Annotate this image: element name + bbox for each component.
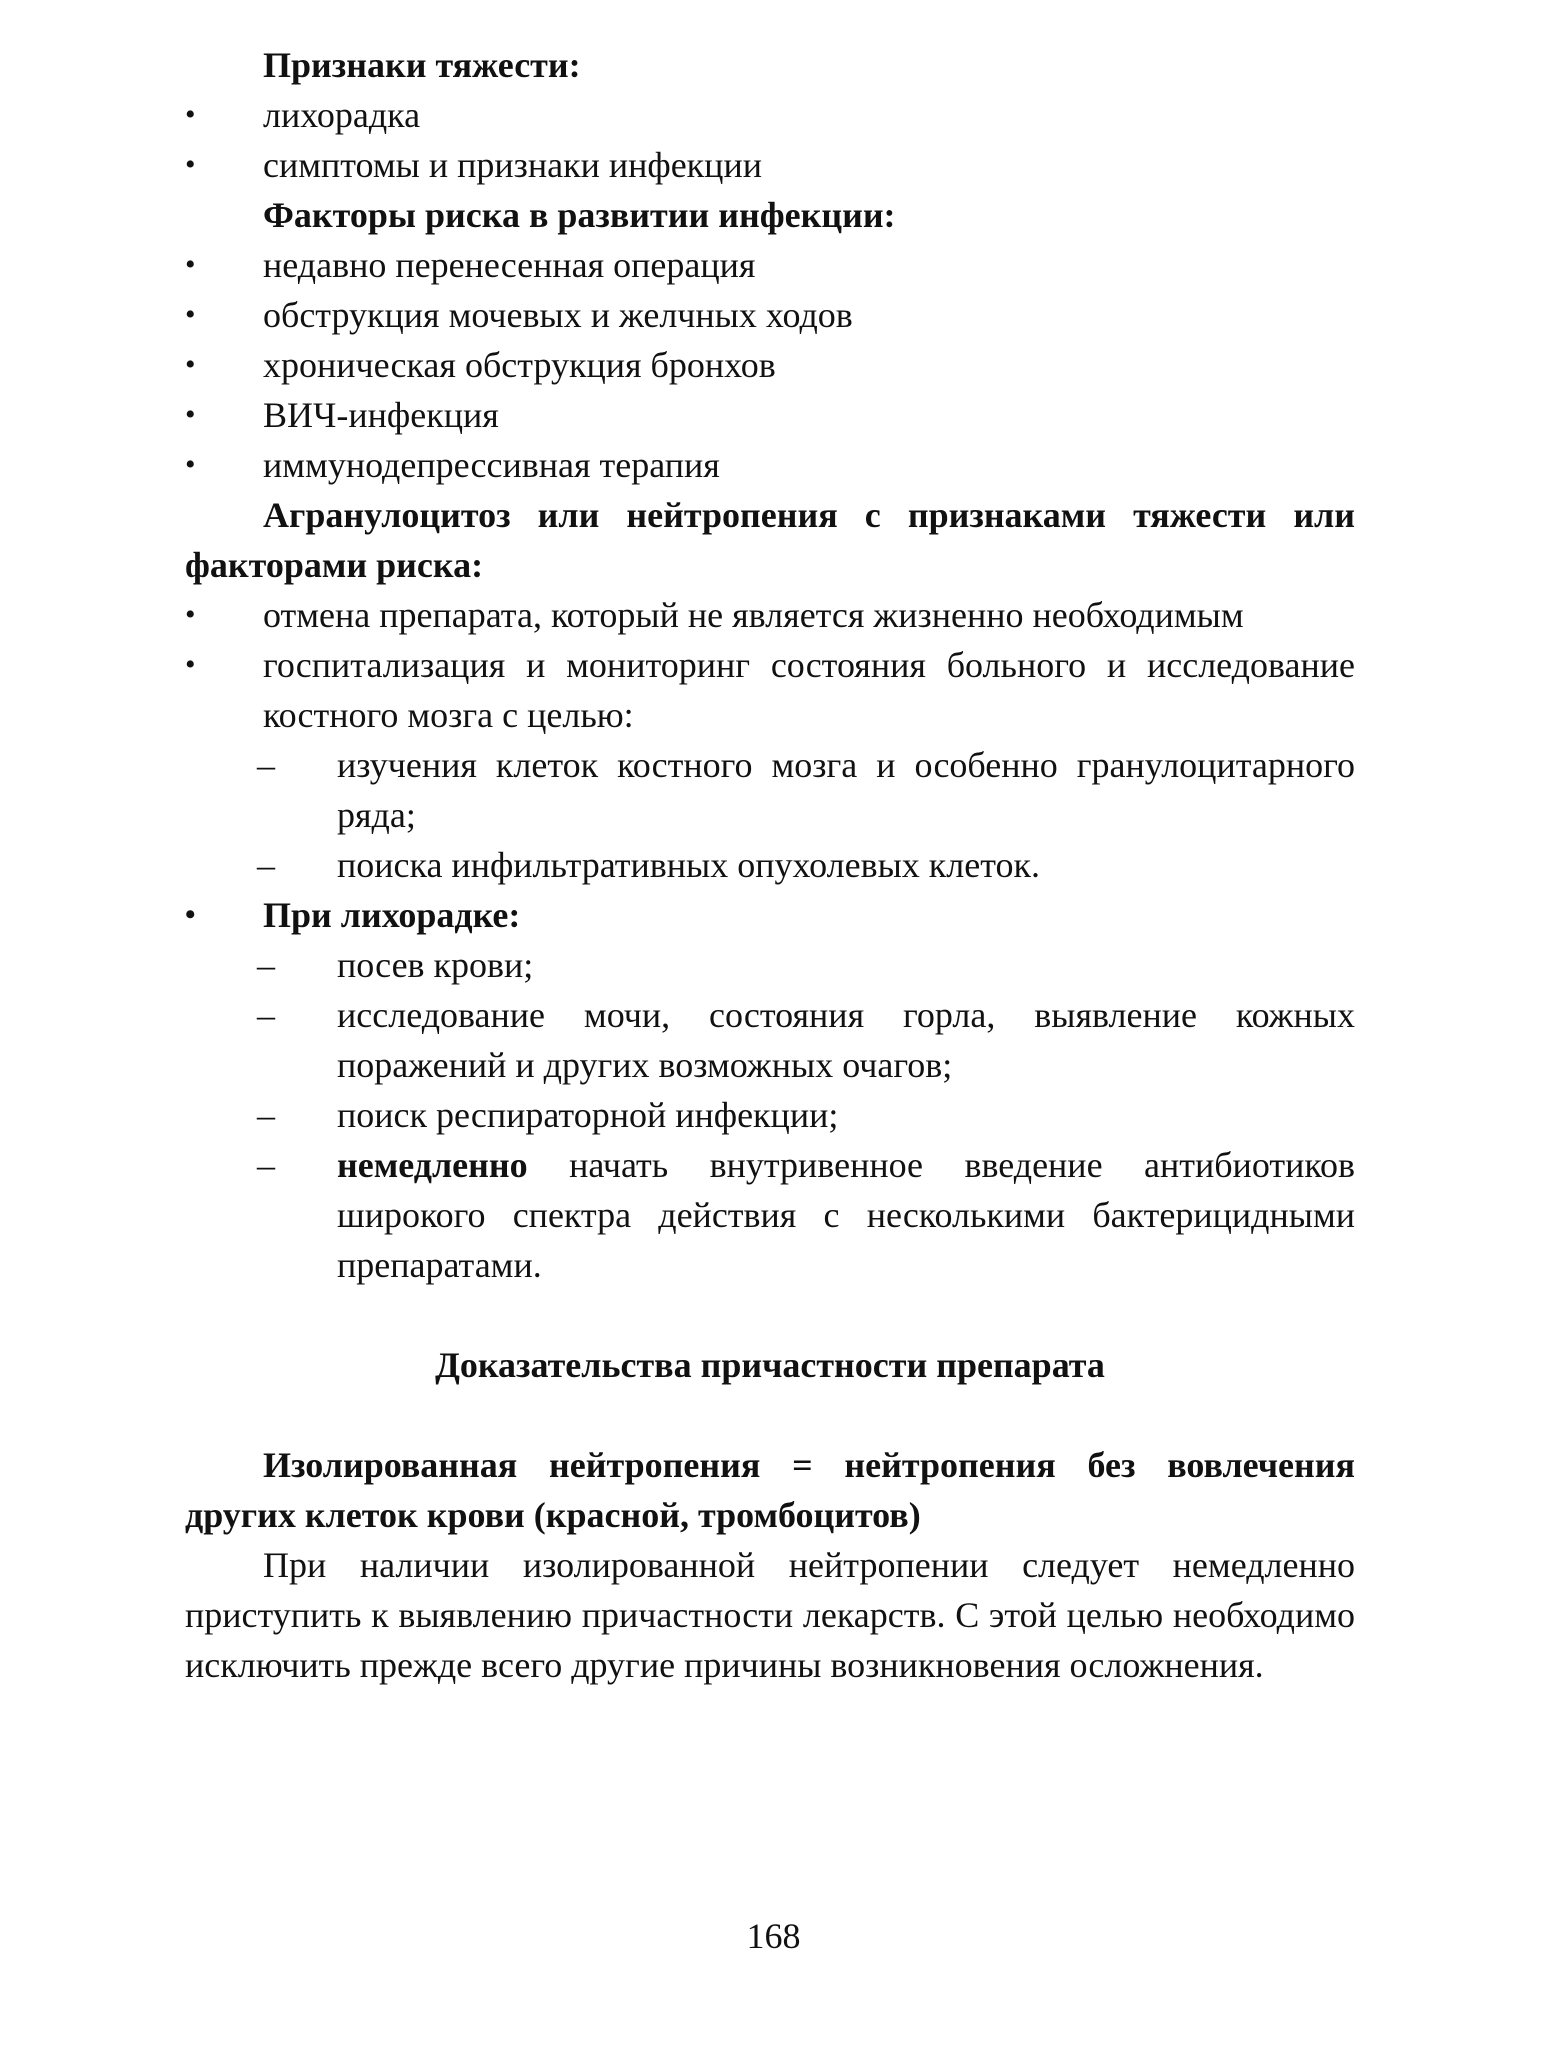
dash-mark: – <box>257 1095 275 1135</box>
dash-mark: – <box>257 995 275 1035</box>
bullet-mark: • <box>185 248 196 281</box>
sub-list-item: – исследование мочи, состояния горла, выявление кожных поражений и других возможных очагов; <box>185 990 1355 1090</box>
sub-list-item: – поиск респираторной инфекции; <box>185 1090 1355 1140</box>
bullet-mark: • <box>185 98 196 131</box>
list-item: • госпитализация и мониторинг состояния больного и исследование костного мозга с целью: <box>185 640 1355 740</box>
bullet-mark: • <box>185 398 196 431</box>
list-item: • лихорадка <box>185 90 1355 140</box>
bullet-mark: • <box>185 148 196 181</box>
risk-heading: Факторы риска в развитии инфекции: <box>263 195 896 235</box>
list-item: • иммунодепрессивная терапия <box>185 440 1355 490</box>
document-page <box>185 40 1355 1690</box>
sub-list-item: – немедленно начать внутривенное введение антибиотиков широкого спектра действия с несколькими бактерицидными препаратами. <box>185 1140 1355 1290</box>
list-item: • обструкция мочевых и желчных ходов <box>185 290 1355 340</box>
agranulocytosis-heading: Агранулоцитоз или нейтропения с признаками тяжести или факторами риска: <box>185 495 1355 585</box>
bullet-mark: • <box>185 898 196 931</box>
bullet-mark: • <box>185 648 196 681</box>
dash-mark: – <box>257 945 275 985</box>
emphasis-text: немедленно <box>337 1145 528 1185</box>
isolated-paragraph: При наличии изолированной нейтропении следует немедленно приступить к выявлению причастности лекарств. С этой целью необходимо исключить прежде всего другие причины возникновения осложнения. <box>185 1545 1355 1685</box>
sub-list-item: – изучения клеток костного мозга и особенно гранулоцитарного ряда; <box>185 740 1355 840</box>
bullet-mark: • <box>185 598 196 631</box>
page-number: 168 <box>746 1916 801 1956</box>
dash-mark: – <box>257 745 275 785</box>
isolated-heading: Изолированная нейтропения = нейтропения без вовлечения других клеток крови (красной, тромбоцитов) <box>185 1445 1355 1535</box>
list-item: • симптомы и признаки инфекции <box>185 140 1355 190</box>
list-item: • недавно перенесенная операция <box>185 240 1355 290</box>
list-item: • ВИЧ-инфекция <box>185 390 1355 440</box>
list-item: • отмена препарата, который не является жизненно необходимым <box>185 590 1355 640</box>
sub-list-item: – поиска инфильтративных опухолевых клеток. <box>185 840 1355 890</box>
evidence-title: Доказательства причастности препарата <box>435 1345 1105 1385</box>
list-item: • хроническая обструкция бронхов <box>185 340 1355 390</box>
bullet-mark: • <box>185 448 196 481</box>
sub-list-item: – посев крови; <box>185 940 1355 990</box>
dash-mark: – <box>257 845 275 885</box>
bullet-mark: • <box>185 348 196 381</box>
dash-mark: – <box>257 1145 275 1185</box>
severity-heading: Признаки тяжести: <box>263 45 581 85</box>
bullet-mark: • <box>185 298 196 331</box>
fever-heading: • При лихорадке: <box>185 890 1355 940</box>
